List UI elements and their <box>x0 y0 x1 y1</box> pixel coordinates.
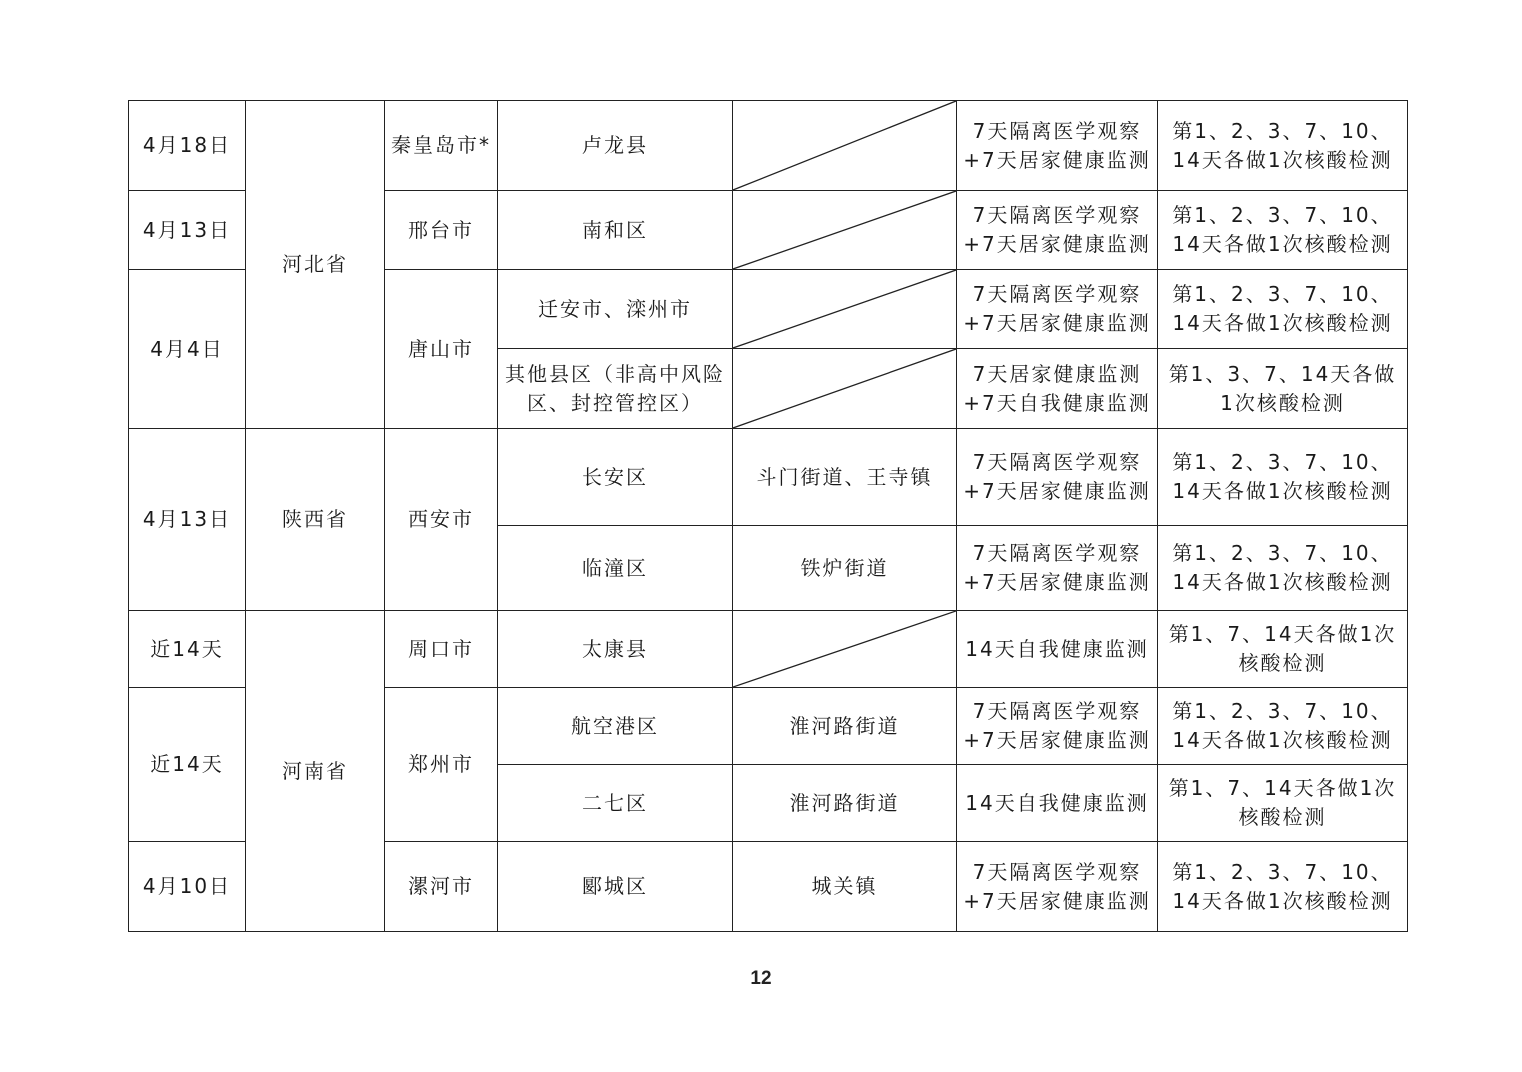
table-row <box>129 101 1408 191</box>
street-cell: 铁炉街道 <box>733 526 957 611</box>
page-number: 12 <box>750 968 772 989</box>
street-cell-empty <box>733 191 957 270</box>
measure-cell: 7天隔离医学观察+7天居家健康监测 <box>957 429 1158 526</box>
table-row <box>129 429 1408 526</box>
city-cell: 郑州市 <box>385 688 498 842</box>
diagonal-slash-icon <box>733 349 956 428</box>
city-cell: 秦皇岛市* <box>385 101 498 191</box>
street-cell: 淮河路街道 <box>733 688 957 765</box>
test-cell: 第1、2、3、7、10、14天各做1次核酸检测 <box>1158 688 1408 765</box>
district-cell: 临潼区 <box>498 526 733 611</box>
city-cell: 周口市 <box>385 611 498 688</box>
street-cell-empty <box>733 101 957 191</box>
district-cell: 卢龙县 <box>498 101 733 191</box>
district-cell: 长安区 <box>498 429 733 526</box>
table-row <box>129 611 1408 688</box>
date-cell: 4月13日 <box>129 429 246 611</box>
district-cell: 其他县区（非高中风险区、封控管控区） <box>498 349 733 429</box>
test-cell: 第1、2、3、7、10、14天各做1次核酸检测 <box>1158 101 1408 191</box>
province-cell: 陕西省 <box>246 429 385 611</box>
measure-cell: 14天自我健康监测 <box>957 765 1158 842</box>
diagonal-slash-icon <box>733 101 956 190</box>
measure-cell: 7天隔离医学观察+7天居家健康监测 <box>957 526 1158 611</box>
street-cell: 淮河路街道 <box>733 765 957 842</box>
district-cell: 迁安市、滦州市 <box>498 270 733 349</box>
test-cell: 第1、7、14天各做1次核酸检测 <box>1158 611 1408 688</box>
diagonal-slash-icon <box>733 270 956 348</box>
street-cell: 城关镇 <box>733 842 957 932</box>
date-cell: 近14天 <box>129 611 246 688</box>
test-cell: 第1、2、3、7、10、14天各做1次核酸检测 <box>1158 191 1408 270</box>
date-cell: 4月13日 <box>129 191 246 270</box>
measure-cell: 7天隔离医学观察+7天居家健康监测 <box>957 688 1158 765</box>
measure-cell: 7天隔离医学观察+7天居家健康监测 <box>957 101 1158 191</box>
test-cell: 第1、3、7、14天各做1次核酸检测 <box>1158 349 1408 429</box>
measure-cell: 7天隔离医学观察+7天居家健康监测 <box>957 270 1158 349</box>
date-cell: 4月18日 <box>129 101 246 191</box>
district-cell: 太康县 <box>498 611 733 688</box>
district-cell: 南和区 <box>498 191 733 270</box>
measure-cell: 7天居家健康监测+7天自我健康监测 <box>957 349 1158 429</box>
city-cell: 邢台市 <box>385 191 498 270</box>
diagonal-slash-icon <box>733 611 956 687</box>
test-cell: 第1、7、14天各做1次核酸检测 <box>1158 765 1408 842</box>
test-cell: 第1、2、3、7、10、14天各做1次核酸检测 <box>1158 270 1408 349</box>
district-cell: 二七区 <box>498 765 733 842</box>
district-cell: 航空港区 <box>498 688 733 765</box>
test-cell: 第1、2、3、7、10、14天各做1次核酸检测 <box>1158 429 1408 526</box>
street-cell-empty <box>733 349 957 429</box>
city-cell: 漯河市 <box>385 842 498 932</box>
city-cell: 唐山市 <box>385 270 498 429</box>
street-cell-empty <box>733 611 957 688</box>
measure-cell: 7天隔离医学观察+7天居家健康监测 <box>957 842 1158 932</box>
date-cell: 近14天 <box>129 688 246 842</box>
diagonal-slash-icon <box>733 191 956 269</box>
street-cell: 斗门街道、王寺镇 <box>733 429 957 526</box>
province-cell: 河南省 <box>246 611 385 932</box>
measure-cell: 14天自我健康监测 <box>957 611 1158 688</box>
district-cell: 郾城区 <box>498 842 733 932</box>
test-cell: 第1、2、3、7、10、14天各做1次核酸检测 <box>1158 526 1408 611</box>
date-cell: 4月4日 <box>129 270 246 429</box>
date-cell: 4月10日 <box>129 842 246 932</box>
province-cell: 河北省 <box>246 101 385 429</box>
street-cell-empty <box>733 270 957 349</box>
city-cell: 西安市 <box>385 429 498 611</box>
risk-area-table <box>128 100 1408 932</box>
measure-cell: 7天隔离医学观察+7天居家健康监测 <box>957 191 1158 270</box>
test-cell: 第1、2、3、7、10、14天各做1次核酸检测 <box>1158 842 1408 932</box>
